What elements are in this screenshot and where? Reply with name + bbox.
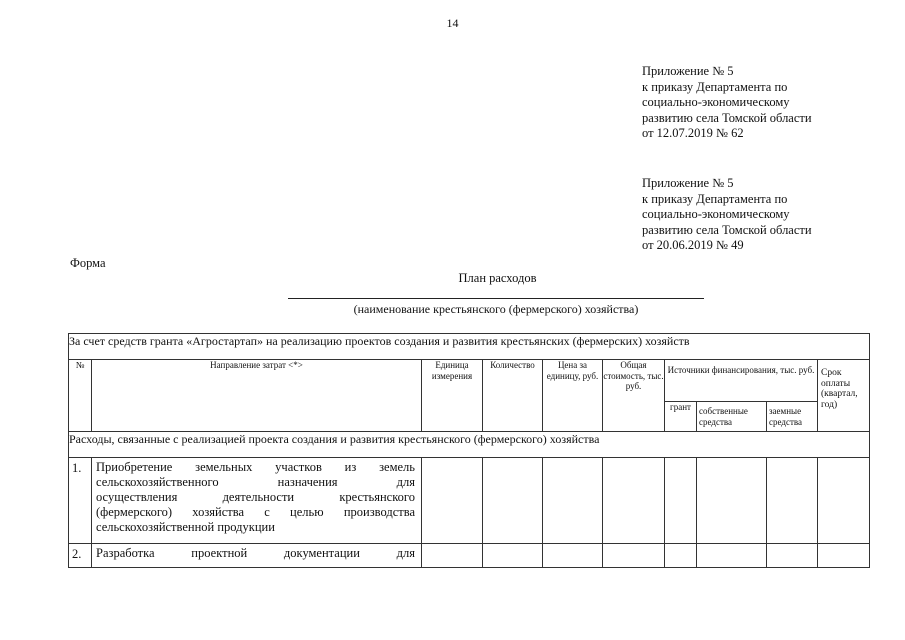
appendix-previous-reference [642,176,812,254]
appendix-line: Приложение № 5 [642,176,734,190]
total-cell [603,544,665,568]
appendix-line: Приложение № 5 [642,64,734,78]
appendix-line: социально-экономическому [642,95,790,110]
col-header-payment-term: Срок оплаты (квартал, год) [818,360,870,432]
row-number: 1. [69,458,92,544]
own-funds-cell [697,458,767,544]
unit-cell [422,544,483,568]
col-header-unit: Единица измерения [422,360,483,432]
col-header-quantity: Количество [483,360,543,432]
form-label: Форма [70,256,106,270]
payment-term-cell [818,544,870,568]
appendix-line: развитию села Томской области [642,110,812,125]
description-line: Разработка проектной документации для [96,546,415,560]
unit-cell [422,458,483,544]
total-cell [603,458,665,544]
section-heading: Расходы, связанные с реализацией проекта создания и развития крестьянского (фермерского) хозяйства [69,432,870,458]
col-header-loan-funds: заемные средства [767,402,818,432]
quantity-cell [483,544,543,568]
price-cell [543,458,603,544]
price-cell [543,544,603,568]
page-number: 14 [446,16,459,30]
table-row [69,544,870,568]
farm-name-fill-line [288,298,704,299]
grant-cell [665,458,697,544]
table-row [69,458,870,544]
farm-name-caption: (наименование крестьянского (фермерского) хозяйства) [353,302,639,316]
loan-funds-cell [767,544,818,568]
col-header-total: Общая стоимость, тыс. руб. [603,360,665,432]
col-header-price: Цена за единицу, руб. [543,360,603,432]
section-heading-row [69,432,870,458]
col-header-number: № [69,360,92,432]
description-line: Приобретение земельных участков из земель [96,460,415,474]
description-line: сельскохозяйственной продукции [96,520,275,534]
col-header-grant: грант [665,402,697,432]
appendix-line: социально-экономическому [642,207,790,222]
appendix-current-reference [642,64,812,142]
col-header-sources: Источники финансирования, тыс. руб. [665,360,818,402]
col-header-own-funds: собственные средства [697,402,767,432]
appendix-line: к приказу Департамента по [642,191,788,206]
description-line: (фермерского) хозяйства с целью производства [96,505,415,519]
own-funds-cell [697,544,767,568]
quantity-cell [483,458,543,544]
appendix-line: от 20.06.2019 № 49 [642,238,744,253]
appendix-line: развитию села Томской области [642,222,812,237]
col-header-direction: Направление затрат <*> [92,360,422,432]
grant-heading-row [69,334,870,360]
appendix-line: к приказу Департамента по [642,79,788,94]
loan-funds-cell [767,458,818,544]
row-number: 2. [69,544,92,568]
expense-plan-table [68,333,870,568]
appendix-line: от 12.07.2019 № 62 [642,126,744,141]
payment-term-cell [818,458,870,544]
grant-heading: За счет средств гранта «Агростартап» на реализацию проектов создания и развития крестьянских (фермерских) хозяйств [69,334,870,360]
row-description [92,544,422,568]
grant-cell [665,544,697,568]
header-row [69,360,870,402]
plan-title: План расходов [458,271,537,285]
description-line: осуществления деятельности крестьянского [96,490,415,504]
description-line: сельскохозяйственного назначения для [96,475,415,489]
row-description [92,458,422,544]
